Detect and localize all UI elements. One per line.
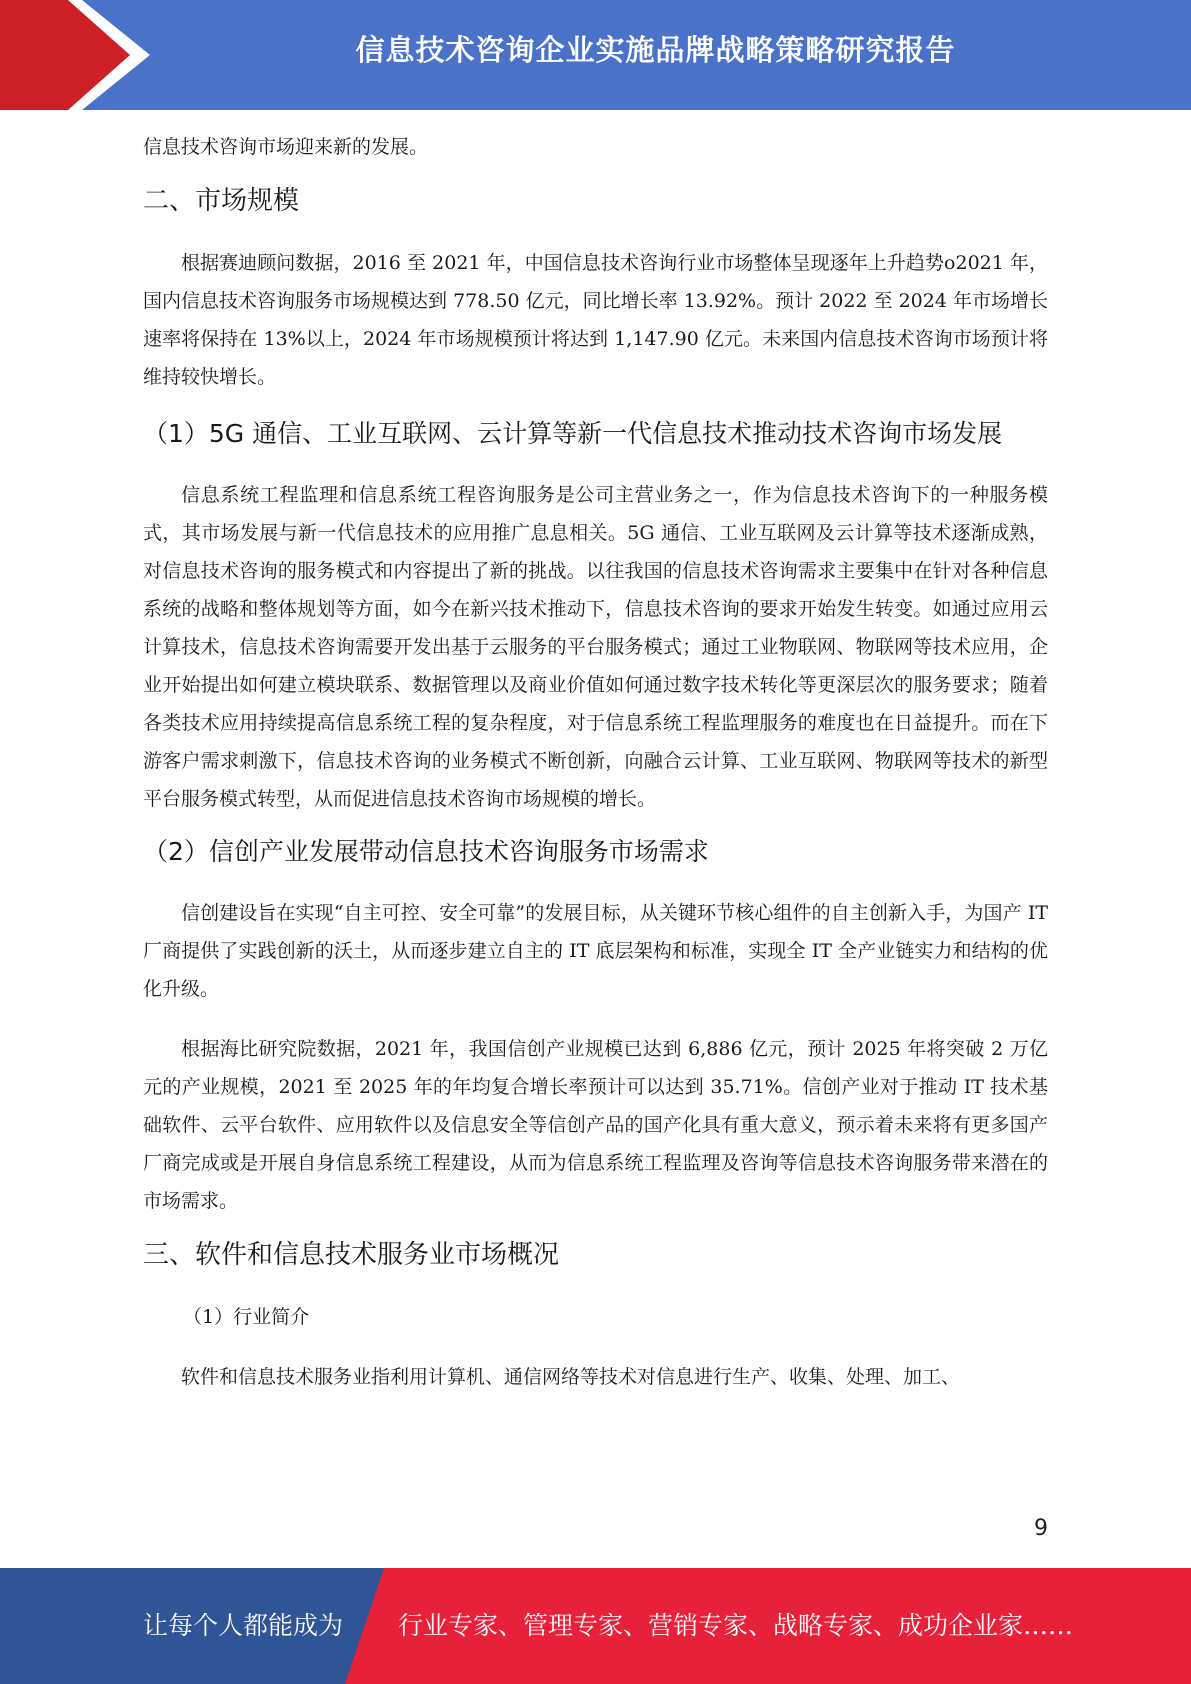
- paragraph-xinchuang-goal: 信创建设旨在实现“自主可控、安全可靠”的发展目标，从关键环节核心组件的自主创新入手，为国产 IT 厂商提供了实践创新的沃土，从而逐步建立自主的 IT 底层架构和标准，实现全 IT 全产业链实力和结构的优化升级。: [143, 902, 1048, 1000]
- subsection-heading-new-tech: （1）5G 通信、工业互联网、云计算等新一代信息技术推动技术咨询市场发展: [143, 419, 1003, 448]
- section-heading-market-scale: 二、市场规模: [143, 186, 300, 216]
- subsection-heading-industry-intro: （1）行业简介: [183, 1306, 310, 1328]
- page-number: 9: [1034, 1516, 1048, 1541]
- page-header: [0, 0, 1191, 110]
- paragraph-new-tech: 信息系统工程监理和信息系统工程咨询服务是公司主营业务之一，作为信息技术咨询下的一种服务模式，其市场发展与新一代信息技术的应用推广息息相关。5G 通信、工业互联网及云计算等技术逐渐成熟，对信息技术咨询的服务模式和内容提出了新的挑战。以往我国的信息技术咨询需求主要集中在针对各种信息系统的战略和整体规划等方面，如今在新兴技术推动下，信息技术咨询的要求开始发生转变。如通过应用云计算技术，信息技术咨询需要开发出基于云服务的平台服务模式；通过工业物联网、物联网等技术应用，企业开始提出如何建立模块联系、数据管理以及商业价值如何通过数字技术转化等更深层次的服务要求；随着各类技术应用持续提高信息系统工程的复杂程度，对于信息系统工程监理服务的难度也在日益提升。而在下游客户需求刺激下，信息技术咨询的业务模式不断创新，向融合云计算、工业互联网、物联网等技术的新型平台服务模式转型，从而促进信息技术咨询市场规模的增长。: [143, 484, 1048, 810]
- page-content: [143, 128, 1048, 1396]
- page-footer: [0, 1568, 1191, 1684]
- intro-line: 信息技术咨询市场迎来新的发展。: [143, 136, 429, 158]
- footer-slogan-left: 让每个人都能成为: [143, 1611, 344, 1640]
- paragraph-xinchuang-scale: 根据海比研究院数据，2021 年，我国信创产业规模已达到 6,886 亿元，预计 2025 年将突破 2 万亿元的产业规模，2021 至 2025 年的年均复合增长率预计可以达到 35.71%。信创产业对于推动 IT 技术基础软件、云平台软件、应用软件以及信息安全等信创产品的国产化具有重大意义，预示着未来将有更多国产厂商完成或是开展自身信息系统工程建设，从而为信息系统工程监理及咨询等信息技术咨询服务带来潜在的市场需求。: [143, 1038, 1048, 1212]
- footer-slogan-right: 行业专家、管理专家、营销专家、战略专家、成功企业家……: [398, 1611, 1074, 1640]
- report-title: 信息技术咨询企业实施品牌战略策略研究报告: [355, 33, 956, 67]
- paragraph-industry-intro: 软件和信息技术服务业指利用计算机、通信网络等技术对信息进行生产、收集、处理、加工、: [181, 1366, 961, 1388]
- section-heading-software-services: 三、软件和信息技术服务业市场概况: [143, 1240, 560, 1270]
- subsection-heading-xinchuang: （2）信创产业发展带动信息技术咨询服务市场需求: [143, 837, 709, 866]
- paragraph-market-scale: 根据赛迪顾问数据，2016 至 2021 年，中国信息技术咨询行业市场整体呈现逐年上升趋势o2021 年，国内信息技术咨询服务市场规模达到 778.50 亿元，同比增长率 13.92%。预计 2022 至 2024 年市场增长速率将保持在 13%以上，2024 年市场规模预计将达到 1,147.90 亿元。未来国内信息技术咨询市场预计将维持较快增长。: [143, 252, 1048, 388]
